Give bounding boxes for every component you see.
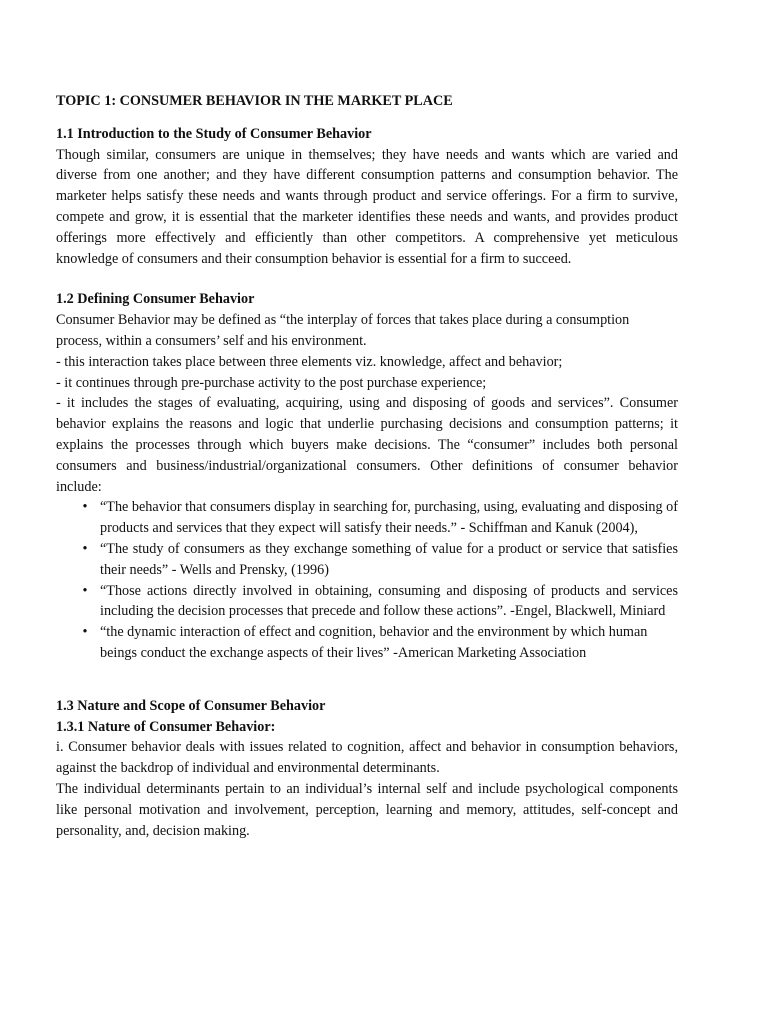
list-item (56, 539, 678, 581)
section-nature-scope (56, 696, 678, 842)
definitions-list (56, 497, 678, 663)
section-1-1-body: Though similar, consumers are unique in themselves; they have needs and wants which are varied and diverse from one another; and they have different consumption patterns and consumption behavior. The marketer helps satisfy these needs and wants through product and service offerings. For a firm to survive, compete and grow, it is essential that the marketer identifies these needs and wants, and provides product offerings more effectively and efficiently than other competitors. A comprehensive yet meticulous knowledge of consumers and their consumption behavior is essential for a firm to succeed. (56, 146, 678, 267)
bullet-icon: • (82, 624, 88, 641)
definition-line-stages: - it includes the stages of evaluating, acquiring, using and disposing of goods and services”. Consumer behavior explains the reasons and logic that underlie purchasing decisions and consumption patterns; it explains the processes through which buyers make decisions. The “consumer” includes both personal consumers and business/industrial/organizational consumers. Other definitions of consumer behavior include: (56, 395, 678, 495)
definition-engel-blackwell-miniard: “Those actions directly involved in obtaining, consuming and disposing of products and services including the decision processes that precede and follow these actions”. -Engel, Blackwell, Miniard (100, 582, 678, 620)
list-item (56, 622, 678, 664)
list-item (56, 581, 678, 623)
bullet-icon: • (82, 582, 88, 599)
bullet-icon: • (82, 499, 88, 516)
section-1-1-heading: 1.1 Introduction to the Study of Consumer Behavior (56, 125, 372, 142)
section-introduction (56, 124, 678, 270)
definition-schiffman-kanuk: “The behavior that consumers display in searching for, purchasing, using, evaluating and disposing of products and services that they expect will satisfy their needs.” - Schiffman and Kanuk (2004), (100, 499, 678, 537)
document-page (56, 91, 678, 841)
definition-line-interaction: - this interaction takes place between three elements viz. knowledge, affect and behavior; (56, 353, 563, 370)
definition-line-continues: - it continues through pre-purchase activity to the post purchase experience; (56, 374, 487, 391)
definition-american-marketing-association: “the dynamic interaction of effect and cognition, behavior and the environment by which human beings conduct the exchange aspects of their lives” -American Marketing Association (100, 624, 648, 661)
section-1-2-intro: Consumer Behavior may be defined as “the interplay of forces that takes place during a consumption process, within a consumers’ self and his environment. (56, 312, 630, 349)
definition-wells-prensky: “The study of consumers as they exchange something of value for a product or service that satisfies their needs” - Wells and Prensky, (1996) (100, 540, 678, 578)
section-1-3-1-subheading: 1.3.1 Nature of Consumer Behavior: (56, 718, 276, 735)
section-defining (56, 289, 678, 663)
section-1-3-para-1: i. Consumer behavior deals with issues related to cognition, affect and behavior in consumption behaviors, against the backdrop of individual and environmental determinants. (56, 739, 678, 777)
section-1-3-heading: 1.3 Nature and Scope of Consumer Behavior (56, 697, 326, 714)
topic-title: TOPIC 1: CONSUMER BEHAVIOR IN THE MARKET PLACE (56, 93, 453, 109)
section-1-2-heading: 1.2 Defining Consumer Behavior (56, 291, 255, 308)
list-item (56, 497, 678, 539)
bullet-icon: • (82, 540, 88, 557)
section-1-3-para-2: The individual determinants pertain to an individual’s internal self and include psychological components like personal motivation and involvement, perception, learning and memory, attitudes, self-concept and personality, and, decision making. (56, 780, 678, 839)
